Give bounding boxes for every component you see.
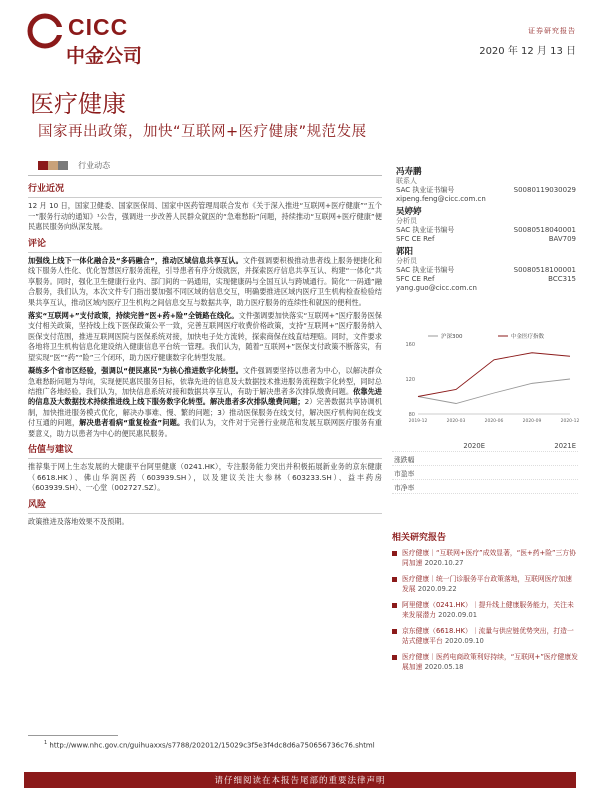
divider [28, 513, 382, 514]
comment-paragraph-3 [28, 366, 382, 439]
footnote-divider [28, 735, 118, 736]
analyst-sfc: BAV709 [548, 235, 576, 243]
analyst-id-row [396, 186, 576, 195]
tag-bar-icon [48, 161, 58, 170]
section-title-valuation: 估值与建议 [28, 444, 74, 455]
comment-paragraph-1 [28, 256, 382, 308]
comment-p2-bold: 落实“互联网+”支付政策，持续完善“医+药+险”全链路在线化。 [28, 311, 239, 321]
bullet-icon [392, 603, 397, 608]
overview-text: 12 月 10 日，国家卫健委、国家医保局、国家中医药管理局联合发布《关于深入推进“互联网+医疗健康”“五个一”服务行动的通知》¹公告，强调进一步改善人民群众就医的“急难愁盼”问题，持续推动“互联网+医疗健康”便民惠民服务向纵深发展。 [28, 201, 382, 232]
related-item-title[interactable]: 京东健康（6618.HK）｜流量与供应链优势突出，打造一站式健康平台 [402, 627, 574, 645]
bullet-icon [392, 629, 397, 634]
logo [28, 14, 148, 67]
analyst-sfc-row [396, 235, 576, 244]
analyst-name: 吴婷婷 [396, 207, 422, 217]
analyst-id: S0080119030029 [513, 186, 576, 194]
related-item-title[interactable]: 医疗健康｜统一门诊服务平台政策落地，互联网医疗加速发展 [402, 575, 572, 593]
analyst-name: 冯寿鹏 [396, 167, 422, 177]
footnote-link[interactable]: http://www.nhc.gov.cn/guihuaxxs/s7788/202012/15029c3f5e3f4dc8d6a750656736c76.shtml [49, 741, 375, 750]
table-row [392, 466, 578, 480]
cicc-logo-icon [28, 14, 62, 48]
comment-p3-bold: 凝练多个省市区经验，强调以“便民惠民”为核心推进数字化转型。 [28, 366, 243, 376]
comment-p3-bold4: 解决患者看病“重复检查”问题。 [79, 418, 185, 428]
table-row [392, 452, 578, 466]
related-item-date: 2020.05.18 [424, 662, 464, 671]
valuation-text: 推荐集于网上生态发展的大健康平台阿里健康（0241.HK），专注服务能力突出并积极拓展新业务的京东健康（6618.HK）、佛山华润医药（603939.SH），以及建议关注大参林（603233.SH）、益丰药房（603939.SH）、一心堂（002727.SZ）。 [28, 462, 382, 493]
list-item[interactable] [392, 549, 578, 568]
comment-paragraph-2 [28, 311, 382, 363]
footnote [44, 740, 375, 749]
related-title: 相关研究报告 [392, 533, 447, 543]
footer-disclaimer: 请仔细阅读在本报告尾部的重要法律声明 [214, 776, 386, 786]
section-title-risk: 风险 [28, 499, 47, 510]
stock-table-header [392, 440, 578, 452]
related-item-date: 2020.09.01 [438, 610, 478, 619]
sector-title: 医疗健康 [30, 90, 126, 118]
comment-p3-text: 文件强调要坚持以患者为中心，以解决群众急难愁盼问题为导向，实现便民惠民服务目标，依靠先进的信息及大数据技术推进服务流程数字化转型，同时总结推广各地经验。我们认为，加快信息系统对接和数据共享互认，有助于解决患者多次排队缴费问题。 [28, 366, 382, 396]
list-item[interactable] [392, 627, 578, 646]
analyst-sfc: BCC315 [548, 275, 576, 283]
series-line [418, 379, 570, 404]
section-title-comment: 评论 [28, 238, 47, 249]
x-tick-label: 2020-12 [560, 419, 580, 424]
analyst-sfc-row [396, 275, 576, 284]
analyst-id: S0080518040001 [513, 226, 576, 234]
analyst-1 [396, 168, 576, 204]
related-item-date: 2020.09.10 [444, 636, 484, 645]
comment-p3b-text: 2）完善数据共享协调机制，加快推进服务模式优化，解决办事难、慢、繁的问题；3）推动医保服务在线支付，解决医疗机构间在线支付互通的问题， [28, 397, 382, 428]
related-item-title[interactable]: 医疗健康｜“互联网+医疗”成效显著，“医+药+险”三方协同加速 [402, 549, 576, 567]
related-item-date: 2020.10.27 [424, 558, 464, 567]
analyst-2 [396, 208, 576, 244]
comment-p3-bold3: 解决患者多次排队缴费问题； [210, 397, 305, 407]
main-content [28, 178, 382, 530]
x-tick-label: 2020-06 [484, 419, 504, 424]
section-title-overview: 行业近况 [28, 184, 65, 194]
bullet-icon [392, 577, 397, 582]
analyst-id-label: SAC 执业证书编号 [396, 186, 455, 194]
series-line [418, 353, 570, 397]
y-tick-label: 160 [405, 342, 415, 348]
logo-text-cn: 中金公司 [66, 45, 143, 67]
tag-bar-icon [58, 161, 68, 170]
report-date: 2020 年 12 月 13 日 [479, 46, 576, 57]
related-item-date: 2020.09.22 [417, 584, 457, 593]
y-tick-label: 80 [408, 412, 415, 418]
divider [28, 252, 382, 253]
divider [28, 197, 382, 198]
table-cell: 市盈率 [394, 469, 415, 478]
analyst-3 [396, 248, 576, 293]
bullet-icon [392, 655, 397, 660]
legend-label: 中金医疗指数 [511, 334, 545, 340]
comment-p1-text: 文件强调要积极推动患者线上服务便捷化和线下服务人性化、优化智慧医疗服务流程，引导患者有序分级就医，并探索医疗信息共享互认、构建“一体化”共享服务。同时，强化卫生健康行业内、部门间的一码通用，实现健康码与全国互认与跨城通行。简化“一码通”融合服务，我们认为，本次文件专门指出要加强不同区域的信息交互，明确要推进区域内医疗卫生机构检查检验结果共享互认，推动区域内医疗卫生机构之间信息交互与数据共享，助力医疗服务的连续性和就医的便利性。 [28, 256, 382, 307]
logo-text-en: CICC [68, 14, 129, 40]
bullet-icon [392, 551, 397, 556]
x-tick-label: 2020-03 [446, 419, 466, 424]
table-cell: 涨跌幅 [394, 455, 415, 464]
comment-p3c-text: 我们认为，文件对于完善行业规范和发展互联网医疗服务有重要意义，助力以患者为中心的便民惠民服务。 [28, 418, 382, 438]
analyst-sfc-label: SFC CE Ref [396, 275, 435, 283]
chart-svg [396, 330, 580, 430]
headline: 国家再出政策，加快“互联网+医疗健康”规范发展 [38, 124, 367, 140]
related-item-title[interactable]: 阿里健康（0241.HK）｜提升线上健康服务能力，关注未来发展潜力 [402, 601, 574, 619]
analyst-role: 联系人 [396, 177, 417, 185]
analyst-id-label: SAC 执业证书编号 [396, 266, 455, 274]
list-item[interactable] [392, 601, 578, 620]
report-type: 证券研究报告 [528, 27, 576, 35]
analyst-sfc-label: SFC CE Ref [396, 235, 435, 243]
list-item[interactable] [392, 575, 578, 594]
tagline-text: 行业动态 [78, 161, 111, 170]
table-cell: 市净率 [394, 483, 415, 492]
analyst-role: 分析员 [396, 217, 417, 225]
analyst-id-label: SAC 执业证书编号 [396, 226, 455, 234]
legend-label: 沪深300 [441, 334, 463, 340]
y-tick-label: 120 [405, 377, 415, 383]
x-tick-label: 2019-12 [408, 419, 428, 424]
table-header-cell: 2021E [554, 441, 576, 450]
analyst-name: 郭阳 [396, 247, 414, 257]
related-research [392, 530, 578, 679]
comment-p3-bold2: 依靠先进的信息及大数据技术持续推进线上线下服务数字化转型。 [28, 386, 382, 407]
analyst-email[interactable]: xipeng.feng@cicc.com.cn [396, 195, 486, 203]
analyst-role: 分析员 [396, 257, 417, 265]
x-tick-label: 2020-09 [522, 419, 542, 424]
list-item[interactable] [392, 653, 578, 672]
analyst-id: S0080518100001 [513, 266, 576, 274]
risk-text: 政策推进及落地效果不及预期。 [28, 516, 129, 526]
divider [28, 175, 382, 176]
related-item-title[interactable]: 医疗健康｜医药电商政策利好持续，“互联网+”医疗健康发展加速 [402, 653, 578, 671]
tagline [38, 155, 111, 170]
table-header-cell: 2020E [463, 441, 485, 450]
analyst-panel [396, 168, 576, 297]
comment-p1-bold: 加强线上线下一体化融合及“多码融合”，推动区域信息共享互认。 [28, 256, 243, 266]
analyst-email[interactable]: yang.guo@cicc.com.cn [396, 284, 477, 292]
performance-chart [396, 330, 580, 430]
analyst-id-row [396, 266, 576, 275]
analyst-id-row [396, 226, 576, 235]
stock-table [392, 440, 578, 494]
comment-p2-text: 文件强调要加快落实“互联网+”医疗服务医保支付相关政策，坚持线上线下医保政策公平一致，完善互联网医疗收费价格政策，支持“互联网+”医疗服务纳入医保支付范围，推进互联网医院与医保系统对接，加快电子处方流转，探索商保在线直结理赔。同时，文件要求各地将卫生机构信息化建设纳入健康信息平台统一管理。我们认为，随着“互联网+”医保支付政策不断落实，有望实现“医”“药”“险”三个闭环，助力医疗健康数字化转型发展。 [28, 311, 382, 362]
footnote-marker: 1 [44, 740, 48, 746]
table-row [392, 480, 578, 494]
tag-bar-icon [38, 161, 48, 170]
divider [28, 458, 382, 459]
